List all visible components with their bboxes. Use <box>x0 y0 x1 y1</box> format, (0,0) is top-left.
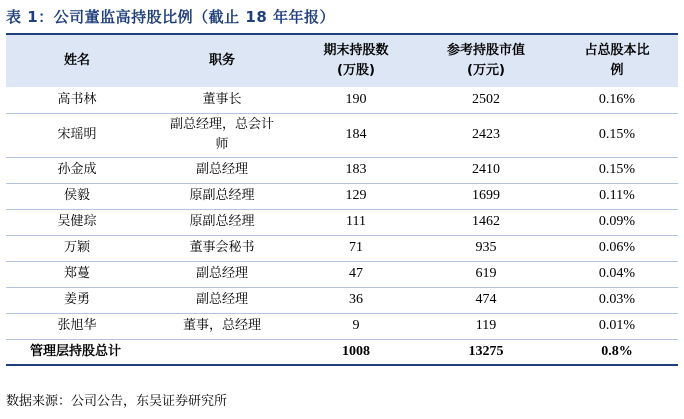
cell-value: 619 <box>416 261 556 287</box>
cell-value: 2410 <box>416 157 556 183</box>
cell-shares: 111 <box>296 209 416 235</box>
cell-value: 1462 <box>416 209 556 235</box>
cell-value: 1699 <box>416 183 556 209</box>
table-row <box>6 235 678 261</box>
cell-shares: 183 <box>296 157 416 183</box>
holdings-table-container <box>6 35 678 366</box>
cell-shares: 184 <box>296 113 416 157</box>
header-name: 姓名 <box>63 53 90 68</box>
cell-name: 郑蔓 <box>6 261 148 287</box>
table-row <box>6 183 678 209</box>
total-ratio: 0.8% <box>556 339 678 365</box>
cell-shares: 9 <box>296 313 416 339</box>
cell-position: 原副总经理 <box>148 209 296 235</box>
cell-position: 副总经理 <box>148 287 296 313</box>
cell-shares: 190 <box>296 87 416 113</box>
cell-ratio: 0.06% <box>556 235 678 261</box>
cell-ratio: 0.01% <box>556 313 678 339</box>
total-value: 13275 <box>416 339 556 365</box>
cell-shares: 36 <box>296 287 416 313</box>
cell-position: 原副总经理 <box>148 183 296 209</box>
cell-position: 副总经理 <box>148 261 296 287</box>
cell-ratio: 0.09% <box>556 209 678 235</box>
cell-position: 董事长 <box>148 87 296 113</box>
header-ratio: 占总股本比 例 <box>584 43 650 78</box>
cell-ratio: 0.15% <box>556 113 678 157</box>
header-row <box>6 35 678 87</box>
cell-ratio: 0.04% <box>556 261 678 287</box>
cell-position: 董事会秘书 <box>148 235 296 261</box>
cell-value: 474 <box>416 287 556 313</box>
cell-ratio: 0.15% <box>556 157 678 183</box>
cell-name: 万颖 <box>6 235 148 261</box>
cell-value: 119 <box>416 313 556 339</box>
table-row <box>6 261 678 287</box>
header-value: 参考持股市值 (万元) <box>446 43 525 78</box>
table-row <box>6 209 678 235</box>
table-row <box>6 157 678 183</box>
cell-name: 吴健琮 <box>6 209 148 235</box>
cell-shares: 71 <box>296 235 416 261</box>
table-row <box>6 313 678 339</box>
data-source-note: 数据来源：公司公告，东吴证券研究所 <box>6 394 228 409</box>
table-row <box>6 287 678 313</box>
cell-position: 副总经理，总会计 师 <box>148 113 296 157</box>
cell-name: 姜勇 <box>6 287 148 313</box>
table-title: 表 1：公司董监高持股比例（截止 18 年年报） <box>6 8 335 26</box>
cell-value: 935 <box>416 235 556 261</box>
cell-name: 张旭华 <box>6 313 148 339</box>
cell-ratio: 0.11% <box>556 183 678 209</box>
table-row <box>6 87 678 113</box>
cell-name: 孙金成 <box>6 157 148 183</box>
total-shares: 1008 <box>296 339 416 365</box>
total-row <box>6 339 678 365</box>
cell-name: 高书林 <box>6 87 148 113</box>
cell-name: 侯毅 <box>6 183 148 209</box>
cell-position: 董事，总经理 <box>148 313 296 339</box>
cell-ratio: 0.03% <box>556 287 678 313</box>
cell-value: 2423 <box>416 113 556 157</box>
header-shares: 期末持股数 (万股) <box>323 43 389 78</box>
header-position: 职务 <box>208 53 235 68</box>
holdings-table <box>6 35 678 366</box>
cell-ratio: 0.16% <box>556 87 678 113</box>
cell-shares: 47 <box>296 261 416 287</box>
cell-shares: 129 <box>296 183 416 209</box>
total-label: 管理层持股总计 <box>6 339 296 365</box>
cell-value: 2502 <box>416 87 556 113</box>
cell-position: 副总经理 <box>148 157 296 183</box>
table-row <box>6 113 678 157</box>
cell-name: 宋瑶明 <box>6 113 148 157</box>
